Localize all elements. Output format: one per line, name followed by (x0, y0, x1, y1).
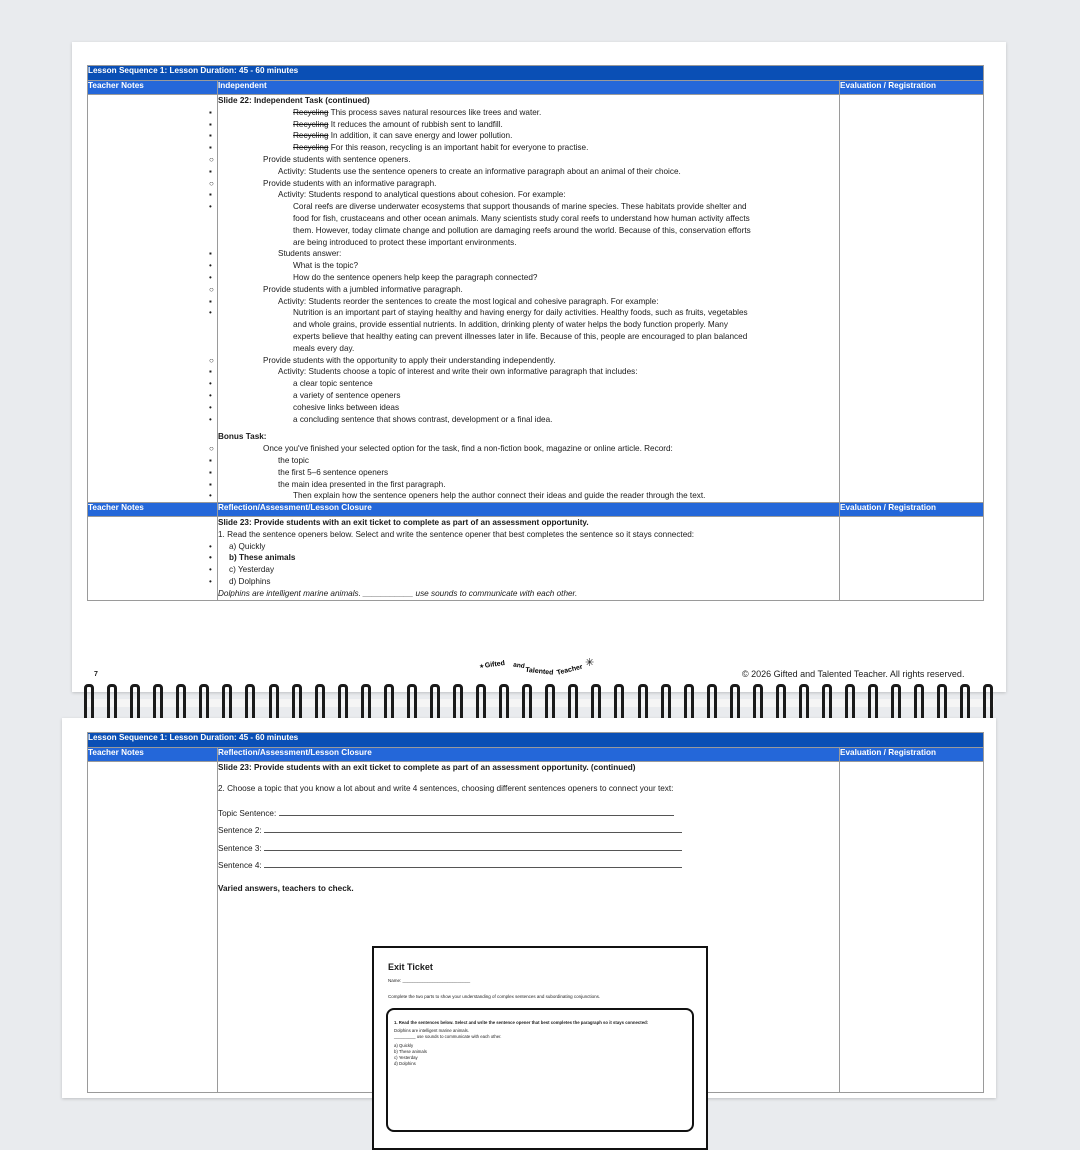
list-item: ▪ Recycling For this reason, recycling is an important habit for everyone to practise. (209, 143, 589, 153)
list-item: ▪ Activity: Students use the sentence openers to create an informative paragraph about an animal of their choice. (209, 166, 681, 176)
binding-ring (661, 684, 671, 722)
binding-ring (891, 684, 901, 722)
list-item: ○ Provide students with a jumbled informative paragraph. (209, 284, 463, 294)
exit-ticket-preview (372, 946, 708, 1150)
brand-word-teacher: Teacher (556, 663, 584, 677)
list-item: ▪ Activity: Students reorder the sentences to create the most logical and cohesive paragraph. For example: (209, 296, 659, 306)
binding-ring (476, 684, 486, 722)
list-item: • Nutrition is an important part of staying healthy and having energy for daily activities. Healthy foods, such as fruits, vegetables and whole grains, provide essential nutrients. In addition, drinking plenty of water helps the body function properly. Many experts believe that healthy eating can prevent illnesses later in life. Because of this, people are encouraged to plan balanced meals every day. (209, 308, 748, 353)
binding-ring (591, 684, 601, 722)
binding-ring (822, 684, 832, 722)
sentence-2-line: Sentence 2: (218, 822, 839, 840)
brand-word-and: and (512, 661, 526, 671)
evaluation-header: Evaluation / Registration (840, 748, 984, 762)
varied-answers-note: Varied answers, teachers to check. (218, 883, 354, 893)
exit-ticket-part-1-box (386, 1008, 694, 1132)
exit-ticket-title: Exit Ticket (388, 962, 433, 972)
binding-ring (776, 684, 786, 722)
option-item-correct: • b) These animals (209, 553, 296, 563)
binding-ring (638, 684, 648, 722)
list-item: ○ Once you've finished your selected option for the task, find a non-fiction book, magazine or online article. Record: (209, 444, 673, 454)
example-sentence: Dolphins are intelligent marine animals. ___________ use sounds to communicate with each other. (218, 588, 578, 598)
option-item: • a) Quickly (209, 541, 266, 551)
list-item: ▪ the first 5–6 sentence openers (209, 467, 389, 477)
binding-ring (430, 684, 440, 722)
evaluation-header: Evaluation / Registration (840, 81, 984, 95)
copyright: © 2026 Gifted and Talented Teacher. All rights reserved. (742, 669, 965, 679)
list-item: ▪ Recycling It reduces the amount of rubbish sent to landfill. (209, 119, 503, 129)
slide-23-continued-title: Slide 23: Provide students with an exit ticket to complete as part of an assessment opportunity. (continued) (218, 763, 636, 772)
evaluation-cell (840, 517, 984, 601)
question-2: 2. Choose a topic that you know a lot about and write 4 sentences, choosing different sentences openers to connect your text: (218, 783, 674, 793)
brand-word-gifted: Gifted (484, 659, 506, 670)
binding-ring (545, 684, 555, 722)
exit-ticket-sentence-a: Dolphins are intelligent marine animals. (394, 1028, 469, 1033)
binding-ring (222, 684, 232, 722)
binding-ring (614, 684, 624, 722)
sequence-header: Lesson Sequence 1: Lesson Duration: 45 - 60 minutes (88, 733, 984, 748)
exit-ticket-name-field: Name: ___________________________ (388, 978, 471, 983)
binding-ring (153, 684, 163, 722)
list-item: • What is the topic? (209, 261, 359, 271)
binding-ring (753, 684, 763, 722)
binding-ring (384, 684, 394, 722)
binding-ring (176, 684, 186, 722)
binding-ring (269, 684, 279, 722)
list-item: ○ Provide students with an informative paragraph. (209, 178, 437, 188)
evaluation-cell (840, 95, 984, 503)
binding-ring (292, 684, 302, 722)
teacher-notes-header: Teacher Notes (88, 748, 218, 762)
binding-ring (245, 684, 255, 722)
document-page-8 (62, 718, 996, 1098)
binding-ring (338, 684, 348, 722)
list-item: • a clear topic sentence (209, 379, 373, 389)
sentence-3-line: Sentence 3: (218, 840, 839, 858)
reflection-content (209, 517, 840, 601)
slide-22-title: Slide 22: Independent Task (continued) (218, 96, 370, 105)
page-number: 7 (94, 671, 98, 678)
star-icon: ✳ (585, 657, 595, 669)
list-item: • Then explain how the sentence openers help the author connect their ideas and guide the reader through the text. (209, 491, 706, 501)
question-1: 1. Read the sentence openers below. Select and write the sentence opener that best completes the sentence so it stays connected: (218, 529, 695, 539)
list-item: ▪ Recycling This process saves natural resources like trees and water. (209, 107, 542, 117)
reflection-header: Reflection/Assessment/Lesson Closure (218, 503, 840, 517)
list-item: ▪ the main idea presented in the first paragraph. (209, 479, 446, 489)
binding-ring (568, 684, 578, 722)
binding-ring (315, 684, 325, 722)
teacher-notes-cell (88, 95, 218, 503)
binding-ring (199, 684, 209, 722)
binding-ring (453, 684, 463, 722)
binding-ring (499, 684, 509, 722)
list-item: ▪ the topic (209, 455, 309, 465)
list-item: • Coral reefs are diverse underwater ecosystems that support thousands of marine species. These habitats provide shelter and food for fish, crustaceans and other ocean animals. Many scientists study coral reefs to understand how human activity affects them. However, today climate change and pollution are damaging reefs around the world. Because of this, conservation efforts are being introduced to protect these important environments. (209, 202, 751, 247)
spiral-binding (84, 684, 994, 722)
exit-ticket-option: c) Yesterday (394, 1055, 418, 1060)
list-item: ○ Provide students with the opportunity to apply their understanding independently. (209, 355, 556, 365)
slide-23-title: Slide 23: Provide students with an exit ticket to complete as part of an assessment opportunity. (218, 518, 589, 528)
reflection-header: Reflection/Assessment/Lesson Closure (218, 748, 840, 762)
star-icon: ★ (479, 664, 485, 670)
teacher-notes-header: Teacher Notes (88, 81, 218, 95)
list-item: ▪ Recycling In addition, it can save energy and lower pollution. (209, 131, 513, 141)
document-page-7 (72, 42, 1006, 692)
binding-ring (130, 684, 140, 722)
list-item: ▪ Activity: Students respond to analytical questions about cohesion. For example: (209, 190, 566, 200)
option-item: • c) Yesterday (209, 565, 275, 575)
list-item: ○ Provide students with sentence openers. (209, 154, 411, 164)
binding-ring (983, 684, 993, 722)
binding-ring (960, 684, 970, 722)
binding-ring (914, 684, 924, 722)
option-item: • d) Dolphins (209, 577, 271, 587)
exit-ticket-option: a) Quickly (394, 1043, 414, 1048)
binding-ring (868, 684, 878, 722)
binding-ring (937, 684, 947, 722)
binding-ring (799, 684, 809, 722)
binding-ring (361, 684, 371, 722)
binding-ring (730, 684, 740, 722)
binding-ring (84, 684, 94, 722)
teacher-notes-header: Teacher Notes (88, 503, 218, 517)
exit-ticket-sentences (394, 1028, 502, 1067)
teacher-notes-cell (88, 762, 218, 1093)
binding-ring (684, 684, 694, 722)
list-item: ▪ Students answer: (209, 249, 342, 259)
topic-sentence-line: Topic Sentence: (218, 805, 839, 823)
brand-word-talented: Talented (524, 666, 554, 677)
list-item: • How do the sentence openers help keep the paragraph connected? (209, 272, 538, 282)
bonus-task-title: Bonus Task: (218, 432, 267, 442)
list-item: • cohesive links between ideas (209, 402, 400, 412)
sequence-header: Lesson Sequence 1: Lesson Duration: 45 - 60 minutes (88, 66, 984, 81)
exit-ticket-option: b) These animals (394, 1049, 427, 1054)
exit-ticket-option: d) Dolphins (394, 1061, 416, 1066)
list-item: ▪ Activity: Students choose a topic of interest and write their own informative paragraph that includes: (209, 367, 638, 377)
binding-ring (707, 684, 717, 722)
independent-content (209, 95, 840, 503)
independent-header: Independent (218, 81, 840, 95)
exit-ticket-sentence-b: _________ use sounds to communicate with each other. (394, 1034, 502, 1039)
brand-logo (477, 654, 607, 684)
binding-ring (522, 684, 532, 722)
list-item: • a variety of sentence openers (209, 390, 401, 400)
lesson-table-page-7 (87, 65, 984, 601)
evaluation-cell (840, 762, 984, 1093)
teacher-notes-cell (88, 517, 218, 601)
binding-ring (407, 684, 417, 722)
binding-ring (845, 684, 855, 722)
exit-ticket-part-1: 1. Read the sentences below. Select and write the sentence opener that best completes the paragraph so it stays connected: (394, 1020, 649, 1025)
list-item: • a concluding sentence that shows contrast, development or a final idea. (209, 414, 553, 424)
exit-ticket-instructions: Complete the two parts to show your understanding of complex sentences and subordinating conjunctions. (388, 994, 601, 999)
evaluation-header: Evaluation / Registration (840, 503, 984, 517)
binding-ring (107, 684, 117, 722)
sentence-4-line: Sentence 4: (218, 857, 839, 875)
